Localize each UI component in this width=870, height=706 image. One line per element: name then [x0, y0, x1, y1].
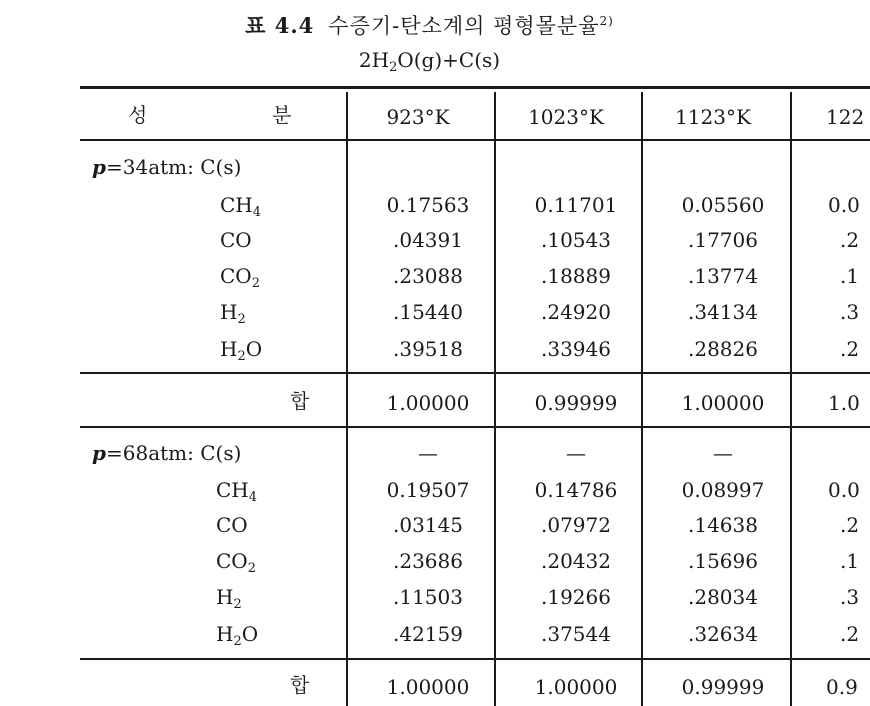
solid-value: — — [713, 441, 733, 465]
value-cell: .37544 — [541, 622, 611, 646]
value-cell: .03145 — [393, 513, 463, 537]
value-cell: .04391 — [393, 228, 463, 252]
component-h2 — [216, 584, 242, 618]
reaction-equation — [0, 48, 859, 75]
formula-subscript: 2 — [233, 597, 242, 612]
value-cell-cut: 0.0 — [828, 478, 860, 502]
formula-subscript: 2 — [251, 276, 260, 291]
rule-top — [80, 86, 870, 89]
value-cell: .18889 — [541, 264, 611, 288]
value-cell-cut: .2 — [840, 513, 860, 537]
value-cell-cut: .2 — [840, 337, 860, 361]
component-co2 — [220, 263, 260, 297]
value-cell-cut: .3 — [840, 300, 860, 324]
sum-label: 합 — [290, 389, 310, 413]
value-cell: 0.17563 — [386, 193, 470, 217]
equation-part: 2H — [358, 48, 390, 72]
rule-header-bottom — [80, 139, 870, 141]
component-h2 — [220, 299, 246, 333]
table-number: 표 4.4 — [245, 13, 315, 38]
header-temp-cut: 122 — [826, 105, 865, 129]
value-cell: 0.11701 — [534, 193, 618, 217]
value-cell: .28826 — [688, 337, 758, 361]
sum-value: 1.00000 — [386, 675, 470, 699]
value-cell: .39518 — [393, 337, 463, 361]
table-title-reference: 2) — [599, 14, 614, 28]
table-title — [0, 10, 859, 40]
header-temp-1023: 1023°K — [528, 105, 604, 129]
sum-value-cut: 1.0 — [828, 391, 860, 415]
value-cell: .14638 — [688, 513, 758, 537]
component-ch4 — [220, 192, 261, 226]
sum-value: 1.00000 — [681, 391, 765, 415]
sum-value: 1.00000 — [386, 391, 470, 415]
sum-value-cut: 0.9 — [826, 675, 858, 699]
component-co — [220, 227, 252, 261]
value-cell: .19266 — [541, 585, 611, 609]
formula-base: H — [220, 337, 238, 361]
pressure-label — [92, 154, 241, 180]
solid-value: — — [566, 441, 586, 465]
value-cell: .42159 — [393, 622, 463, 646]
header-temp-1123: 1123°K — [675, 105, 751, 129]
header-component-left: 성 — [128, 103, 148, 127]
value-cell: .34134 — [688, 300, 758, 324]
value-cell: .28034 — [688, 585, 758, 609]
formula-subscript: 2 — [237, 349, 246, 364]
sum-value: 0.99999 — [681, 675, 765, 699]
pressure-symbol: p — [92, 155, 106, 179]
value-cell: .23088 — [393, 264, 463, 288]
formula-subscript: 2 — [237, 312, 246, 327]
formula-tail: O — [241, 622, 259, 646]
equation-subscript: 2 — [389, 60, 398, 75]
value-cell: .33946 — [541, 337, 611, 361]
value-cell-cut: .2 — [840, 228, 860, 252]
value-cell-cut: .2 — [840, 622, 860, 646]
pressure-label — [92, 440, 241, 466]
formula-base: CO — [220, 264, 252, 288]
sum-value: 1.00000 — [534, 675, 618, 699]
value-cell-cut: .3 — [840, 585, 860, 609]
value-cell: .15440 — [393, 300, 463, 324]
formula-base: H — [216, 585, 234, 609]
value-cell-cut: .1 — [840, 549, 860, 573]
formula-base: H — [216, 622, 234, 646]
rule-group1-bottom — [80, 372, 870, 374]
value-cell: 0.14786 — [534, 478, 618, 502]
rule-sum1-bottom — [80, 426, 870, 428]
formula-tail: O — [245, 337, 263, 361]
formula-base: CH — [220, 193, 253, 217]
header-temp-923: 923°K — [386, 105, 450, 129]
pressure-value: =68atm: C(s) — [105, 441, 242, 465]
header-component-right: 분 — [272, 103, 292, 127]
formula-subscript: 2 — [233, 634, 242, 649]
solid-value: — — [418, 441, 438, 465]
value-cell: .13774 — [688, 264, 758, 288]
component-ch4 — [216, 477, 257, 511]
value-cell: .15696 — [688, 549, 758, 573]
rule-group2-bottom — [80, 658, 870, 660]
formula-base: CO — [216, 513, 248, 537]
formula-base: CO — [220, 228, 252, 252]
value-cell: .23686 — [393, 549, 463, 573]
value-cell: .20432 — [541, 549, 611, 573]
value-cell: 0.19507 — [386, 478, 470, 502]
formula-subscript: 4 — [248, 490, 258, 505]
value-cell-cut: 0.0 — [828, 193, 860, 217]
value-cell: .17706 — [688, 228, 758, 252]
table-title-text: 수증기-탄소계의 평형몰분율 — [328, 14, 600, 38]
formula-subscript: 2 — [247, 561, 256, 576]
formula-subscript: 4 — [252, 205, 262, 220]
pressure-value: =34atm: C(s) — [105, 155, 242, 179]
component-h2o — [216, 621, 258, 655]
value-cell: .24920 — [541, 300, 611, 324]
component-co — [216, 512, 248, 546]
formula-base: H — [220, 300, 238, 324]
value-cell: 0.08997 — [681, 478, 765, 502]
value-cell-cut: .1 — [840, 264, 860, 288]
col-divider — [346, 92, 348, 706]
value-cell: .32634 — [688, 622, 758, 646]
sum-value: 0.99999 — [534, 391, 618, 415]
value-cell: .07972 — [541, 513, 611, 537]
pressure-symbol: p — [92, 441, 106, 465]
value-cell: 0.05560 — [681, 193, 765, 217]
component-co2 — [216, 548, 256, 582]
formula-base: CH — [216, 478, 249, 502]
sum-label: 합 — [290, 673, 310, 697]
formula-base: CO — [216, 549, 248, 573]
component-h2o — [220, 336, 262, 370]
equation-part: O(g)+C(s) — [397, 48, 501, 72]
value-cell: .11503 — [393, 585, 463, 609]
value-cell: .10543 — [541, 228, 611, 252]
